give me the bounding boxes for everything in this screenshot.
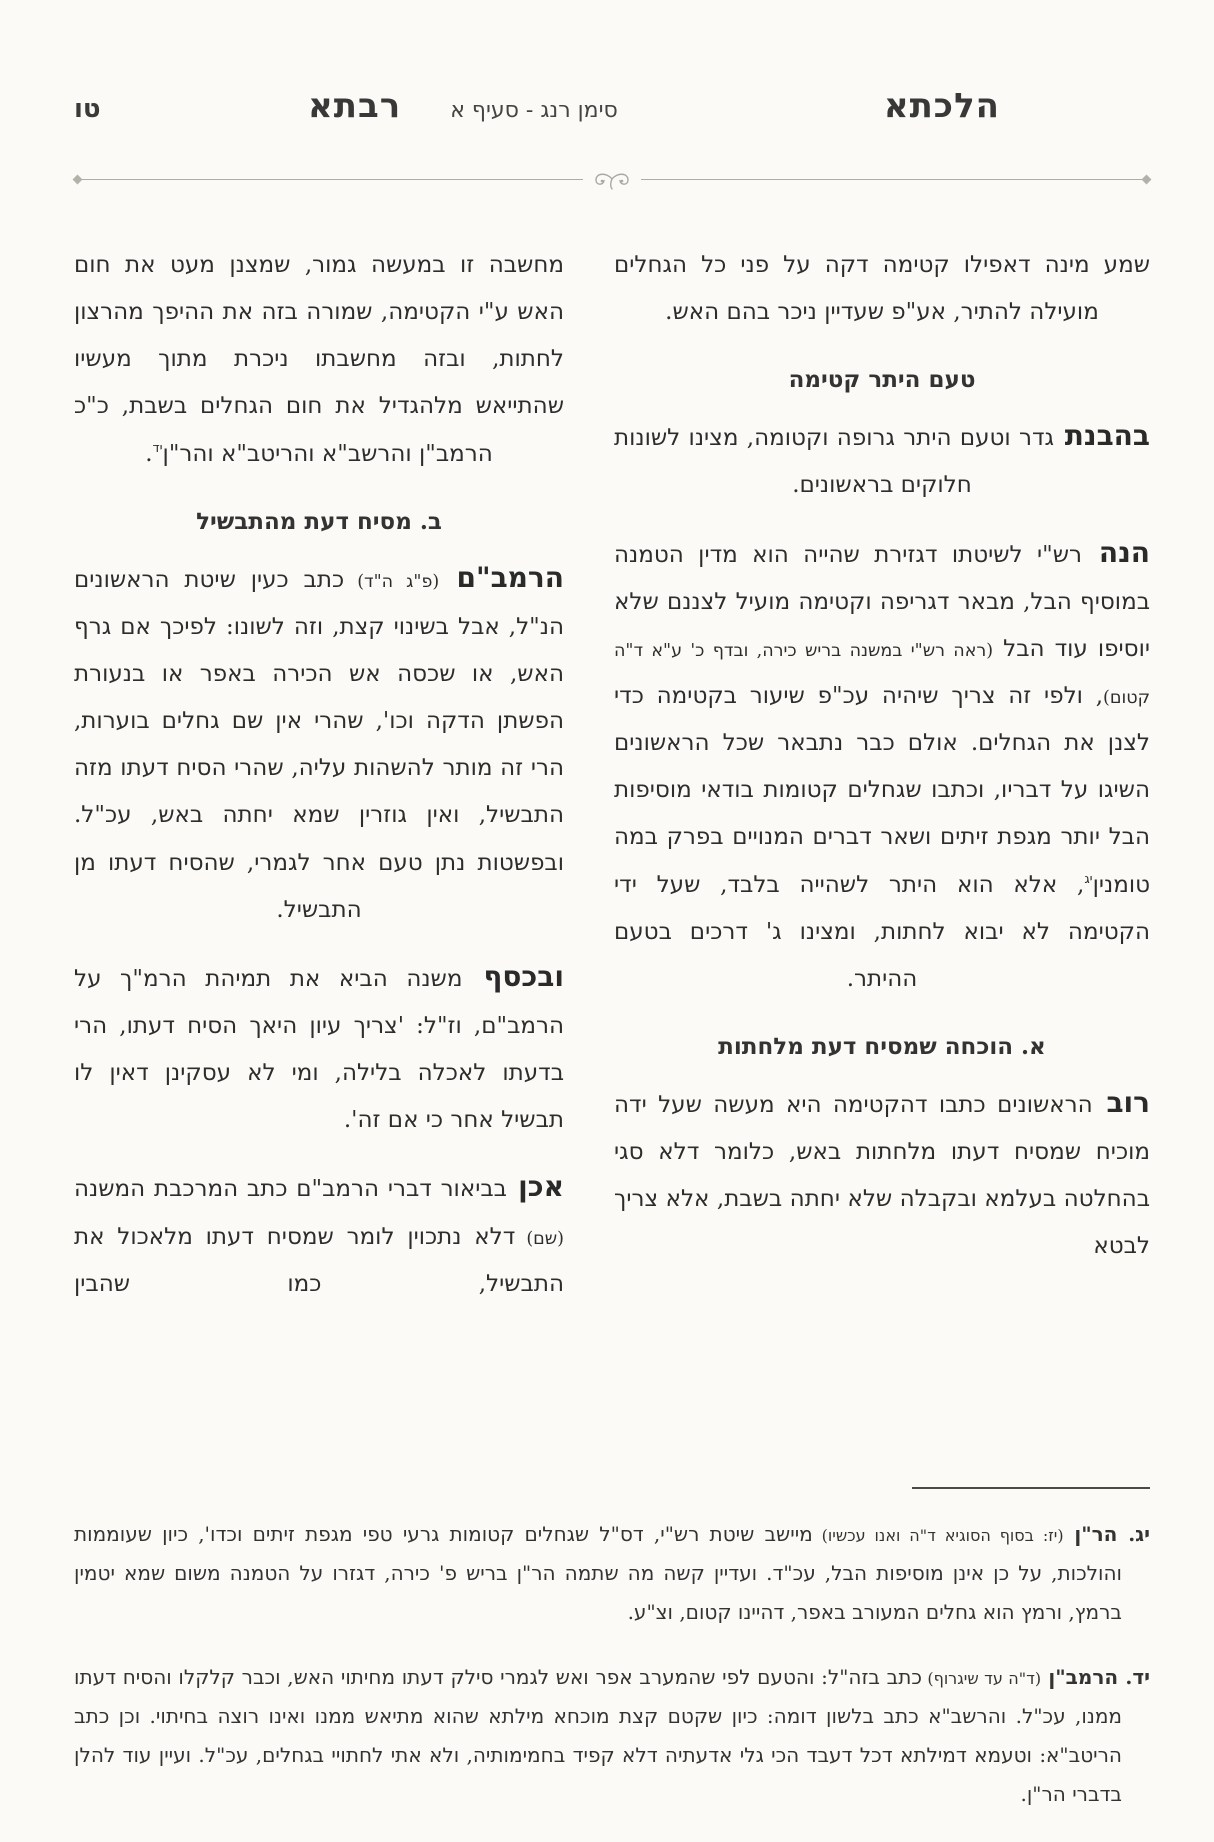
paragraph: בהבנת גדר וטעם היתר גרופה וקטומה, מצינו לשונות חלוקים בראשונים. xyxy=(614,419,1150,499)
section-heading: טעם היתר קטימה xyxy=(788,366,976,394)
paragraph: הנה רש"י לשיטתו דגזירת שהייה הוא מדין הטמנה במוסיף הבל, מבאר דגריפה וקטימה מועיל לצננם שלא יוסיפו עוד הבל (ראה רש"י במשנה בריש כירה, ובדף כ' ע"א ד"ה קטום), ולפי זה צריך שיהיה עכ"פ שיעור בקטימה כדי לצנן את הגחלים. אולם כבר נתבאר שכל הראשונים השיגו על דבריו, וכתבו שגחלים קטומות בודאי מוסיפות הבל יותר מגפת זיתים ושאר דברים המנויים בפרק במה טומנין$^{יג}$, אלא הוא היתר לשהייה בלבד, שעל ידי הקטימה לא יבוא לחתות, ומצינו ג' דרכים בטעם ההיתר. xyxy=(614,535,1150,992)
paragraph: אכן בביאור דברי הרמב"ם כתב המרכבת המשנה (שם) דלא נתכוין לומר שמסיח דעתו מלאכול את התבשיל, כמו שהבין xyxy=(74,1170,565,1297)
footnotes-section xyxy=(74,1487,1150,1814)
footnote-separator xyxy=(912,1487,1150,1489)
paragraph: הרמב"ם (פ"ג ה"ד) כתב כעין שיטת הראשונים הנ"ל, אבל בשינוי קצת, וזה לשונו: לפיכך אם גרף האש, או שכסה אש הכירה באפר או בנעורת הפשתן הדקה וכו', שהרי אין שם גחלים בוערות, הרי זה מותר להשהות עליה, שהרי הסיח דעתו מזה התבשיל, ואין גוזרין שמא יחתה באש, עכ"ל. ובפשטות נתן טעם אחר לגמרי, שהסיח דעתו מן התבשיל. xyxy=(74,560,565,923)
text-column-left xyxy=(74,242,564,1360)
header-divider xyxy=(74,162,1150,196)
main-text-area xyxy=(74,242,1150,1360)
footnote: יד. הרמב"ן (ד"ה עד שיגרוף) כתב בזה"ל: והטעם לפי שהמערב אפר ואש לגמרי סילק דעתו מחיתוי האש, וכבר קלקלו והסיח דעתו ממנו, עכ"ל. והרשב"א כתב בלשון דומה: כיון שקטם קצת מוכחא מילתא שהוא מתיאש ממנו ואינו רוצה בחיתוי. וכן כתב הריטב"א: וטעמא דמילתא דכל דעבד הכי גלי אדעתיה דלא קפיד בחמימותיה, ולא אתי לחתויי בגחלים, עכ"ל. ועיין עוד להלן בדברי הר"ן. xyxy=(74,1665,1150,1806)
footnote: יג. הר"ן (יז: בסוף הסוגיא ד"ה ואנו עכשיו) מיישב שיטת רש"י, דס"ל שגחלים קטומות גרעי טפי מגפת זיתים וכדו', כיון שעוממות והולכות, על כן אינן מוסיפות הבל, עכ"ד. ועדיין קשה מה שתמה הר"ן בריש פ' כירה, דגזרו על הטמנה משום שמא יטמין ברמץ, ורמץ הוא גחלים המעורב באפר, דהיינו קטום, וצ"ע. xyxy=(74,1522,1150,1624)
page-number: טו xyxy=(74,94,101,124)
divider-line xyxy=(81,179,583,180)
section-heading: א. הוכחה שמסיח דעת מלחתות xyxy=(718,1032,1046,1060)
divider-line xyxy=(641,179,1143,180)
text-column-right xyxy=(614,242,1150,1360)
paragraph: רוב הראשונים כתבו דהקטימה היא מעשה שעל ידה מוכיח שמסיח דעתו מלחתות באש, כלומר דלא סגי בהחלטה בעלמא ובקבלה שלא יחתה בשבת, אלא צריך לבטא xyxy=(614,1085,1150,1260)
paragraph: מחשבה זו במעשה גמור, שמצנן מעט את חום האש ע"י הקטימה, שמורה בזה את ההיפך מהרצון לחתות, ובזה מחשבתו ניכרת מתוך מעשיו שהתייאש מלהגדיל את חום הגחלים בשבת, כ"כ הרמב"ן והרשב"א והריטב"א והר"ן$^{יד}$. xyxy=(74,252,564,467)
book-title-left: רבתא xyxy=(308,86,402,126)
section-heading: ב. מסיח דעת מהתבשיל xyxy=(196,507,442,535)
divider-diamond-icon xyxy=(1142,174,1152,184)
book-page xyxy=(0,86,1214,1842)
divider-diamond-icon xyxy=(73,174,83,184)
book-title-right: הלכתא xyxy=(883,86,1000,126)
divider-flourish-icon xyxy=(589,172,635,196)
page-header xyxy=(74,86,1150,152)
paragraph: ובכסף משנה הביא את תמיהת הרמ"ך על הרמב"ם, וז"ל: 'צריך עיון היאך הסיח דעתו, הרי בדעתו לאכלה בלילה, ומי לא עסקינן דאין לו תבשיל אחר כי אם זה'. xyxy=(74,959,564,1134)
paragraph: שמע מינה דאפילו קטימה דקה על פני כל הגחלים מועילה להתיר, אע"פ שעדיין ניכר בהם האש. xyxy=(614,252,1150,326)
section-reference: סימן רנג - סעיף א xyxy=(450,98,618,123)
